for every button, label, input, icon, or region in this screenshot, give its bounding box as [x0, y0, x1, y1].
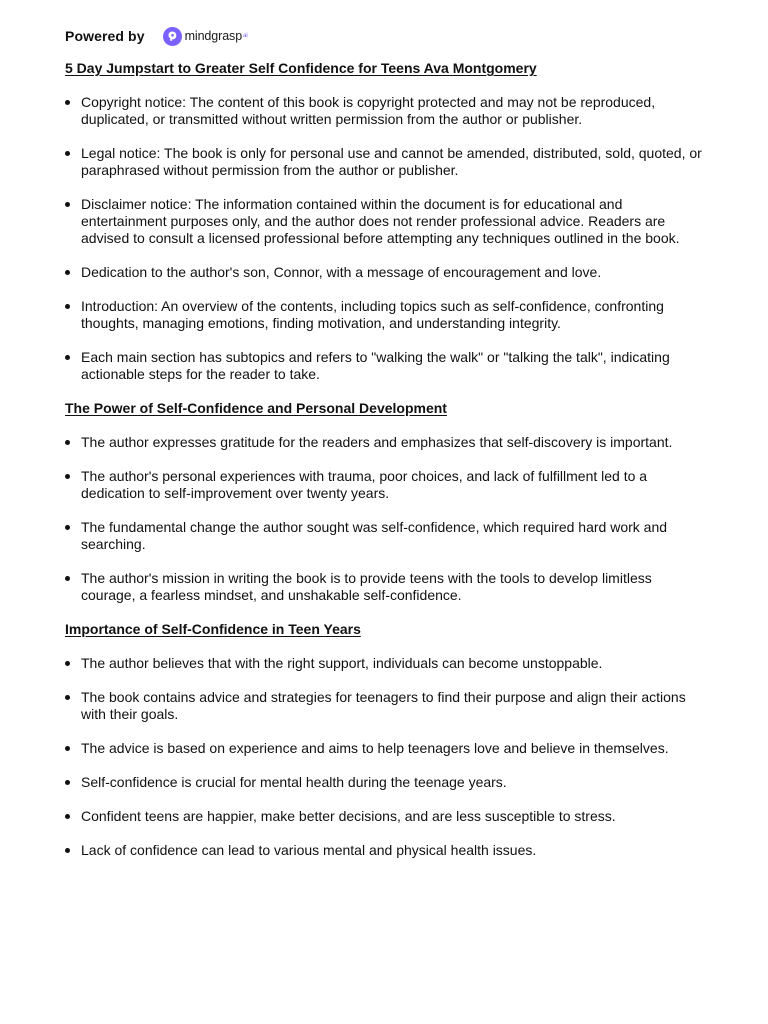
list-item: The advice is based on experience and aims to help teenagers love and believe in themselves. — [65, 740, 706, 757]
list-item: The fundamental change the author sought was self-confidence, which required hard work and searching. — [65, 519, 706, 553]
mindgrasp-logo[interactable] — [163, 27, 248, 46]
list-item: Legal notice: The book is only for personal use and cannot be amended, distributed, sold, quoted, or paraphrased without permission from the author or publisher. — [65, 145, 706, 179]
section-importance-teen-years — [65, 621, 706, 859]
section-intro — [65, 60, 706, 383]
list-item: Each main section has subtopics and refers to "walking the walk" or "talking the talk", indicating actionable steps for the reader to take. — [65, 349, 706, 383]
list-item: Copyright notice: The content of this book is copyright protected and may not be reproduced, duplicated, or transmitted without written permission from the author or publisher. — [65, 94, 706, 128]
section-title: Importance of Self-Confidence in Teen Years — [65, 621, 361, 637]
powered-by-label: Powered by — [65, 28, 145, 44]
list-item: Disclaimer notice: The information contained within the document is for educational and entertainment purposes only, and the author does not render professional advice. Readers are advised to consult a licensed professional before attempting any techniques outlined in the book. — [65, 196, 706, 247]
list-item: Confident teens are happier, make better decisions, and are less susceptible to stress. — [65, 808, 706, 825]
powered-by-header — [65, 26, 706, 46]
list-item: The author expresses gratitude for the readers and emphasizes that self-discovery is important. — [65, 434, 706, 451]
bullet-list — [65, 434, 706, 604]
brain-icon — [163, 27, 182, 46]
list-item: Lack of confidence can lead to various mental and physical health issues. — [65, 842, 706, 859]
list-item: The author's personal experiences with trauma, poor choices, and lack of fulfillment led to a dedication to self-improvement over twenty years. — [65, 468, 706, 502]
bullet-list — [65, 94, 706, 383]
list-item: Introduction: An overview of the contents, including topics such as self-confidence, confronting thoughts, managing emotions, finding motivation, and understanding integrity. — [65, 298, 706, 332]
logo-wordmark: mindgrasp — [184, 29, 243, 43]
list-item: Self-confidence is crucial for mental health during the teenage years. — [65, 774, 706, 791]
list-item: Dedication to the author's son, Connor, with a message of encouragement and love. — [65, 264, 706, 281]
bullet-list — [65, 655, 706, 859]
list-item: The book contains advice and strategies for teenagers to find their purpose and align their actions with their goals. — [65, 689, 706, 723]
section-power-of-self-confidence — [65, 400, 706, 604]
section-title: The Power of Self-Confidence and Personal Development — [65, 400, 447, 416]
logo-superscript: ai — [243, 33, 248, 39]
list-item: The author's mission in writing the book is to provide teens with the tools to develop limitless courage, a fearless mindset, and unshakable self-confidence. — [65, 570, 706, 604]
section-title: 5 Day Jumpstart to Greater Self Confidence for Teens Ava Montgomery — [65, 60, 537, 76]
list-item: The author believes that with the right support, individuals can become unstoppable. — [65, 655, 706, 672]
